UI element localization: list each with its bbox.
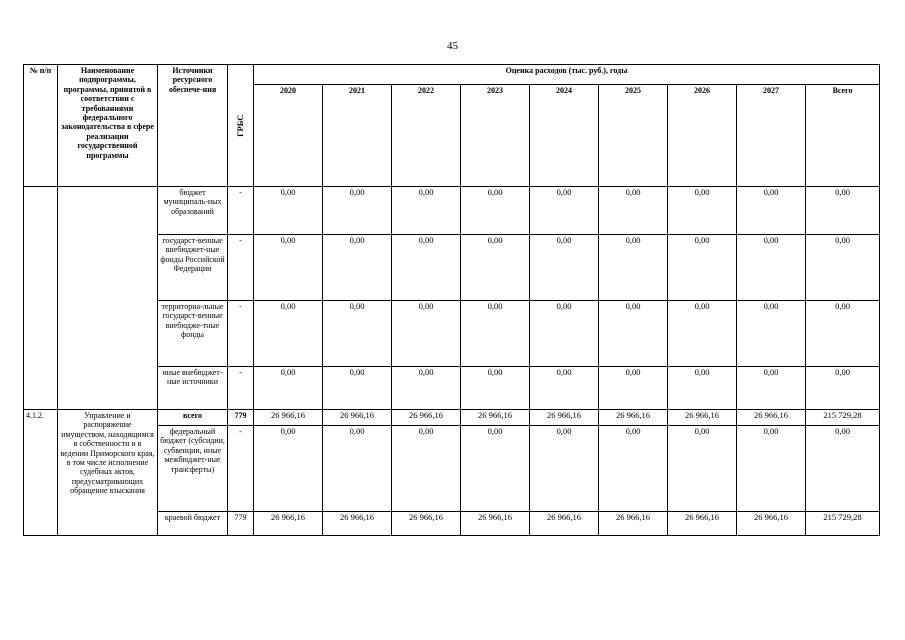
cell-value: 26 966,16	[392, 410, 461, 426]
cell-value: 0,00	[530, 301, 599, 367]
cell-value: 0,00	[323, 301, 392, 367]
cell-grbs: 779	[228, 410, 254, 426]
cell-source: государст-венные внебюджет-ные фонды Российской Федерации	[158, 235, 228, 301]
header-sources: Источники ресурсного обеспече-ния	[158, 65, 228, 187]
cell-value: 0,00	[461, 301, 530, 367]
cell-source: бюджет муниципаль-ных образований	[158, 187, 228, 235]
cell-value: 0,00	[323, 235, 392, 301]
cell-value: 26 966,16	[254, 512, 323, 536]
cell-value: 0,00	[599, 235, 668, 301]
cell-value: 26 966,16	[530, 410, 599, 426]
cell-value-total: 0,00	[806, 235, 880, 301]
cell-value: 26 966,16	[668, 410, 737, 426]
cell-value: 0,00	[737, 426, 806, 512]
cell-value: 0,00	[254, 426, 323, 512]
header-grbs: ГРБС	[228, 65, 254, 187]
header-year: 2020	[254, 85, 323, 187]
cell-value-total: 0,00	[806, 426, 880, 512]
cell-value: 26 966,16	[737, 512, 806, 536]
cell-value: 0,00	[392, 301, 461, 367]
cell-name-empty	[58, 187, 158, 410]
cell-grbs: -	[228, 426, 254, 512]
cell-item-num: 4.1.2.	[24, 410, 58, 536]
cell-value: 0,00	[461, 187, 530, 235]
cell-value: 0,00	[668, 235, 737, 301]
cell-source: территориа-льные государст-венные внебюдже-тные фонды	[158, 301, 228, 367]
cell-value: 0,00	[599, 367, 668, 410]
cell-value: 0,00	[323, 426, 392, 512]
cell-grbs: -	[228, 187, 254, 235]
cell-value: 26 966,16	[254, 410, 323, 426]
cell-value-total: 215 729,28	[806, 512, 880, 536]
page-number: 45	[447, 40, 458, 52]
cell-value: 0,00	[461, 235, 530, 301]
cell-grbs: 779	[228, 512, 254, 536]
cell-value: 0,00	[392, 367, 461, 410]
cell-value: 0,00	[461, 367, 530, 410]
cell-value: 0,00	[599, 426, 668, 512]
cell-value-total: 215 729,28	[806, 410, 880, 426]
cell-value: 0,00	[530, 187, 599, 235]
cell-item-name: Управление и распоряжение имуществом, находящимся в собственности и в ведении Приморского края, в том числе исполнение судебных актов, предусматривающих обращение взыскания	[58, 410, 158, 536]
cell-value: 0,00	[737, 301, 806, 367]
cell-value: 0,00	[392, 426, 461, 512]
cell-value: 26 966,16	[461, 410, 530, 426]
cell-value: 0,00	[254, 187, 323, 235]
cell-value: 0,00	[323, 367, 392, 410]
header-year: 2027	[737, 85, 806, 187]
cell-grbs: -	[228, 301, 254, 367]
header-year: 2023	[461, 85, 530, 187]
cell-value: 0,00	[599, 301, 668, 367]
cell-value: 0,00	[254, 301, 323, 367]
cell-value: 26 966,16	[599, 410, 668, 426]
cell-value: 26 966,16	[392, 512, 461, 536]
table-row	[24, 410, 880, 426]
header-num: № п/п	[24, 65, 58, 187]
cell-value: 0,00	[737, 367, 806, 410]
cell-value: 0,00	[599, 187, 668, 235]
cell-value: 0,00	[668, 367, 737, 410]
cell-value: 0,00	[530, 367, 599, 410]
cell-value: 0,00	[530, 426, 599, 512]
cell-value: 0,00	[737, 187, 806, 235]
cell-value: 0,00	[530, 235, 599, 301]
cell-source: иные внебюджет-ные источники	[158, 367, 228, 410]
cell-value: 0,00	[254, 235, 323, 301]
cell-value: 0,00	[392, 235, 461, 301]
cell-value: 26 966,16	[323, 512, 392, 536]
cell-value: 26 966,16	[668, 512, 737, 536]
cell-value-total: 0,00	[806, 301, 880, 367]
header-estimate: Оценка расходов (тыс. руб.), годы	[254, 65, 880, 85]
cell-value: 0,00	[392, 187, 461, 235]
header-year: 2022	[392, 85, 461, 187]
budget-table	[23, 64, 880, 536]
cell-value: 0,00	[254, 367, 323, 410]
header-year: 2025	[599, 85, 668, 187]
cell-source: краевой бюджет	[158, 512, 228, 536]
cell-value: 26 966,16	[737, 410, 806, 426]
cell-value: 0,00	[737, 235, 806, 301]
cell-value: 0,00	[323, 187, 392, 235]
cell-value-total: 0,00	[806, 367, 880, 410]
cell-grbs: -	[228, 367, 254, 410]
cell-value: 0,00	[668, 426, 737, 512]
cell-value: 26 966,16	[461, 512, 530, 536]
cell-grbs: -	[228, 235, 254, 301]
cell-num-empty	[24, 187, 58, 410]
cell-source: федеральный бюджет (субсидии, субвенции, иные межбюджет-ные трансферты)	[158, 426, 228, 512]
cell-value: 26 966,16	[323, 410, 392, 426]
header-year: 2024	[530, 85, 599, 187]
cell-source: всего	[158, 410, 228, 426]
header-name: Наименование подпрограммы, программы, принятой в соответствии с требованиями федерального законодательства в сфере реализации государственной программы	[58, 65, 158, 187]
cell-value: 0,00	[461, 426, 530, 512]
cell-value: 26 966,16	[599, 512, 668, 536]
cell-value-total: 0,00	[806, 187, 880, 235]
header-year: 2021	[323, 85, 392, 187]
cell-value: 0,00	[668, 301, 737, 367]
header-total: Всего	[806, 85, 880, 187]
table-row	[24, 187, 880, 235]
header-year: 2026	[668, 85, 737, 187]
cell-value: 0,00	[668, 187, 737, 235]
cell-value: 26 966,16	[530, 512, 599, 536]
